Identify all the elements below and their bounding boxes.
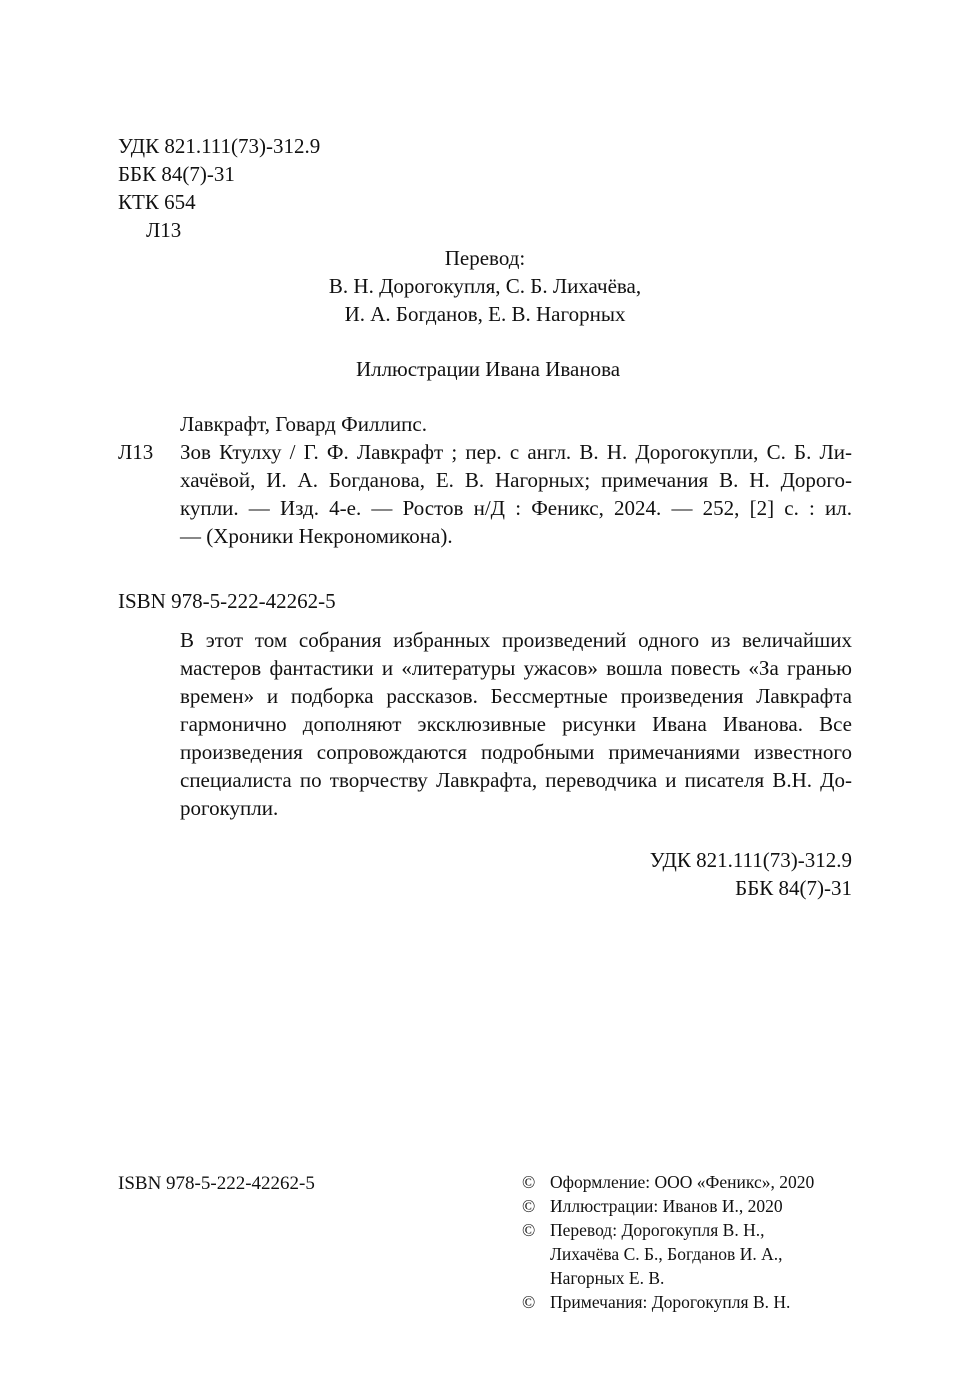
bbk-code: ББК 84(7)-31 <box>118 162 235 186</box>
bibliographic-author: Лавкрафт, Говард Филлипс. <box>180 412 427 436</box>
copyright-text: Перевод: Дорогокупля В. Н., <box>550 1220 765 1240</box>
isbn: ISBN 978-5-222-42262-5 <box>118 589 336 613</box>
translators-line-2: И. А. Богданов, Е. В. Нагорных <box>344 302 626 326</box>
copyright-icon: © <box>522 1172 536 1192</box>
annotation-line: специалиста по творчеству Лавкрафта, переводчика и писателя В.Н. До- <box>180 768 852 792</box>
classification-codes-right <box>650 846 852 902</box>
footer-isbn: ISBN 978-5-222-42262-5 <box>118 1173 315 1194</box>
bibliographic-sign: Л13 <box>118 440 154 464</box>
annotation-line: гармонично дополняют эксклюзивные рисунки Ивана Иванова. Все <box>180 712 852 736</box>
bibliographic-line: хачёвой, И. А. Богданова, Е. В. Нагорных; примечания В. Н. Дорого- <box>180 468 852 492</box>
udk-code-right: УДК 821.111(73)-312.9 <box>649 848 852 872</box>
copyright-block <box>522 1170 814 1314</box>
bbk-code-right: ББК 84(7)-31 <box>735 876 852 900</box>
author-sign: Л13 <box>146 218 182 242</box>
annotation <box>180 626 852 822</box>
bibliographic-line: купли. — Изд. 4-е. — Ростов н/Д : Феникс, 2024. — 252, [2] с. : ил. <box>180 496 852 520</box>
copyright-row-continued <box>522 1242 814 1266</box>
copyright-row <box>522 1194 814 1218</box>
copyright-text: Нагорных Е. В. <box>550 1268 665 1288</box>
classification-codes <box>118 132 320 244</box>
annotation-line: рогокупли. <box>180 796 279 820</box>
translation-credits <box>300 244 670 328</box>
copyright-row <box>522 1218 814 1242</box>
bibliographic-line: Зов Ктулху / Г. Ф. Лавкрафт ; пер. с англ. В. Н. Дорогокупли, С. Б. Ли- <box>180 440 852 464</box>
copyright-text: Лихачёва С. Б., Богданов И. А., <box>550 1244 783 1264</box>
copyright-text: Оформление: ООО «Феникс», 2020 <box>550 1172 815 1192</box>
translation-label: Перевод: <box>444 246 526 270</box>
copyright-row <box>522 1290 814 1314</box>
annotation-line: времен» и подборка рассказов. Бессмертные произведения Лавкрафта <box>180 684 852 708</box>
ktk-code: КТК 654 <box>118 190 196 214</box>
copyright-icon: © <box>522 1292 536 1312</box>
annotation-line: В этот том собрания избранных произведений одного из величайших <box>180 628 852 652</box>
udk-code: УДК 821.111(73)-312.9 <box>118 134 321 158</box>
annotation-line: мастеров фантастики и «литературы ужасов» вошла повесть «За гранью <box>180 656 852 680</box>
copyright-row <box>522 1170 814 1194</box>
copyright-icon: © <box>522 1196 536 1216</box>
copyright-text: Примечания: Дорогокупля В. Н. <box>550 1292 791 1312</box>
illustrations-credit: Иллюстрации Ивана Иванова <box>355 357 621 381</box>
bibliographic-description <box>180 438 852 550</box>
copyright-icon: © <box>522 1220 536 1240</box>
copyright-row-continued <box>522 1266 814 1290</box>
annotation-line: произведения сопровождаются подробными примечаниями известного <box>180 740 852 764</box>
copyright-text: Иллюстрации: Иванов И., 2020 <box>550 1196 783 1216</box>
bibliographic-line: — (Хроники Некрономикона). <box>180 524 453 548</box>
translators-line-1: В. Н. Дорогокупля, С. Б. Лихачёва, <box>328 274 642 298</box>
